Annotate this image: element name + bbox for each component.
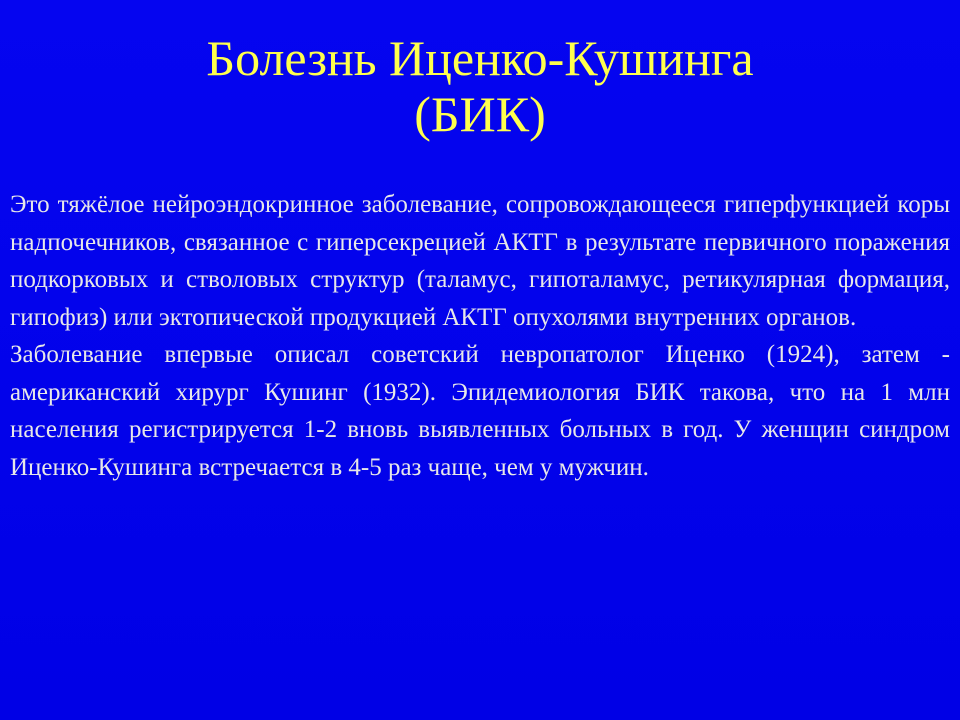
paragraph-definition: Это тяжёлое нейроэндокринное заболевание, сопровождающееся гиперфункцией коры надпочечников, связанное с гиперсекрецией АКТГ в результате первичного поражения подкорковых и стволовых структур (таламус, гипоталамус, ретикулярная формация, гипофиз) или эктопической продукцией АКТГ опухолями внутренних органов. (10, 191, 950, 331)
paragraph-history-epidemiology: Заболевание впервые описал советский невропатолог Иценко (1924), затем - американский хирург Кушинг (1932). Эпидемиология БИК такова, что на 1 млн населения регистрируется 1-2 вновь выявленных больных в год. У женщин синдром Иценко-Кушинга встречается в 4-5 раз чаще, чем у мужчин. (10, 341, 950, 481)
slide-title-line-2: (БИК) (414, 86, 546, 142)
slide-title (0, 30, 960, 142)
slide-body (10, 186, 950, 486)
slide-title-line-1: Болезнь Иценко-Кушинга (206, 30, 754, 86)
